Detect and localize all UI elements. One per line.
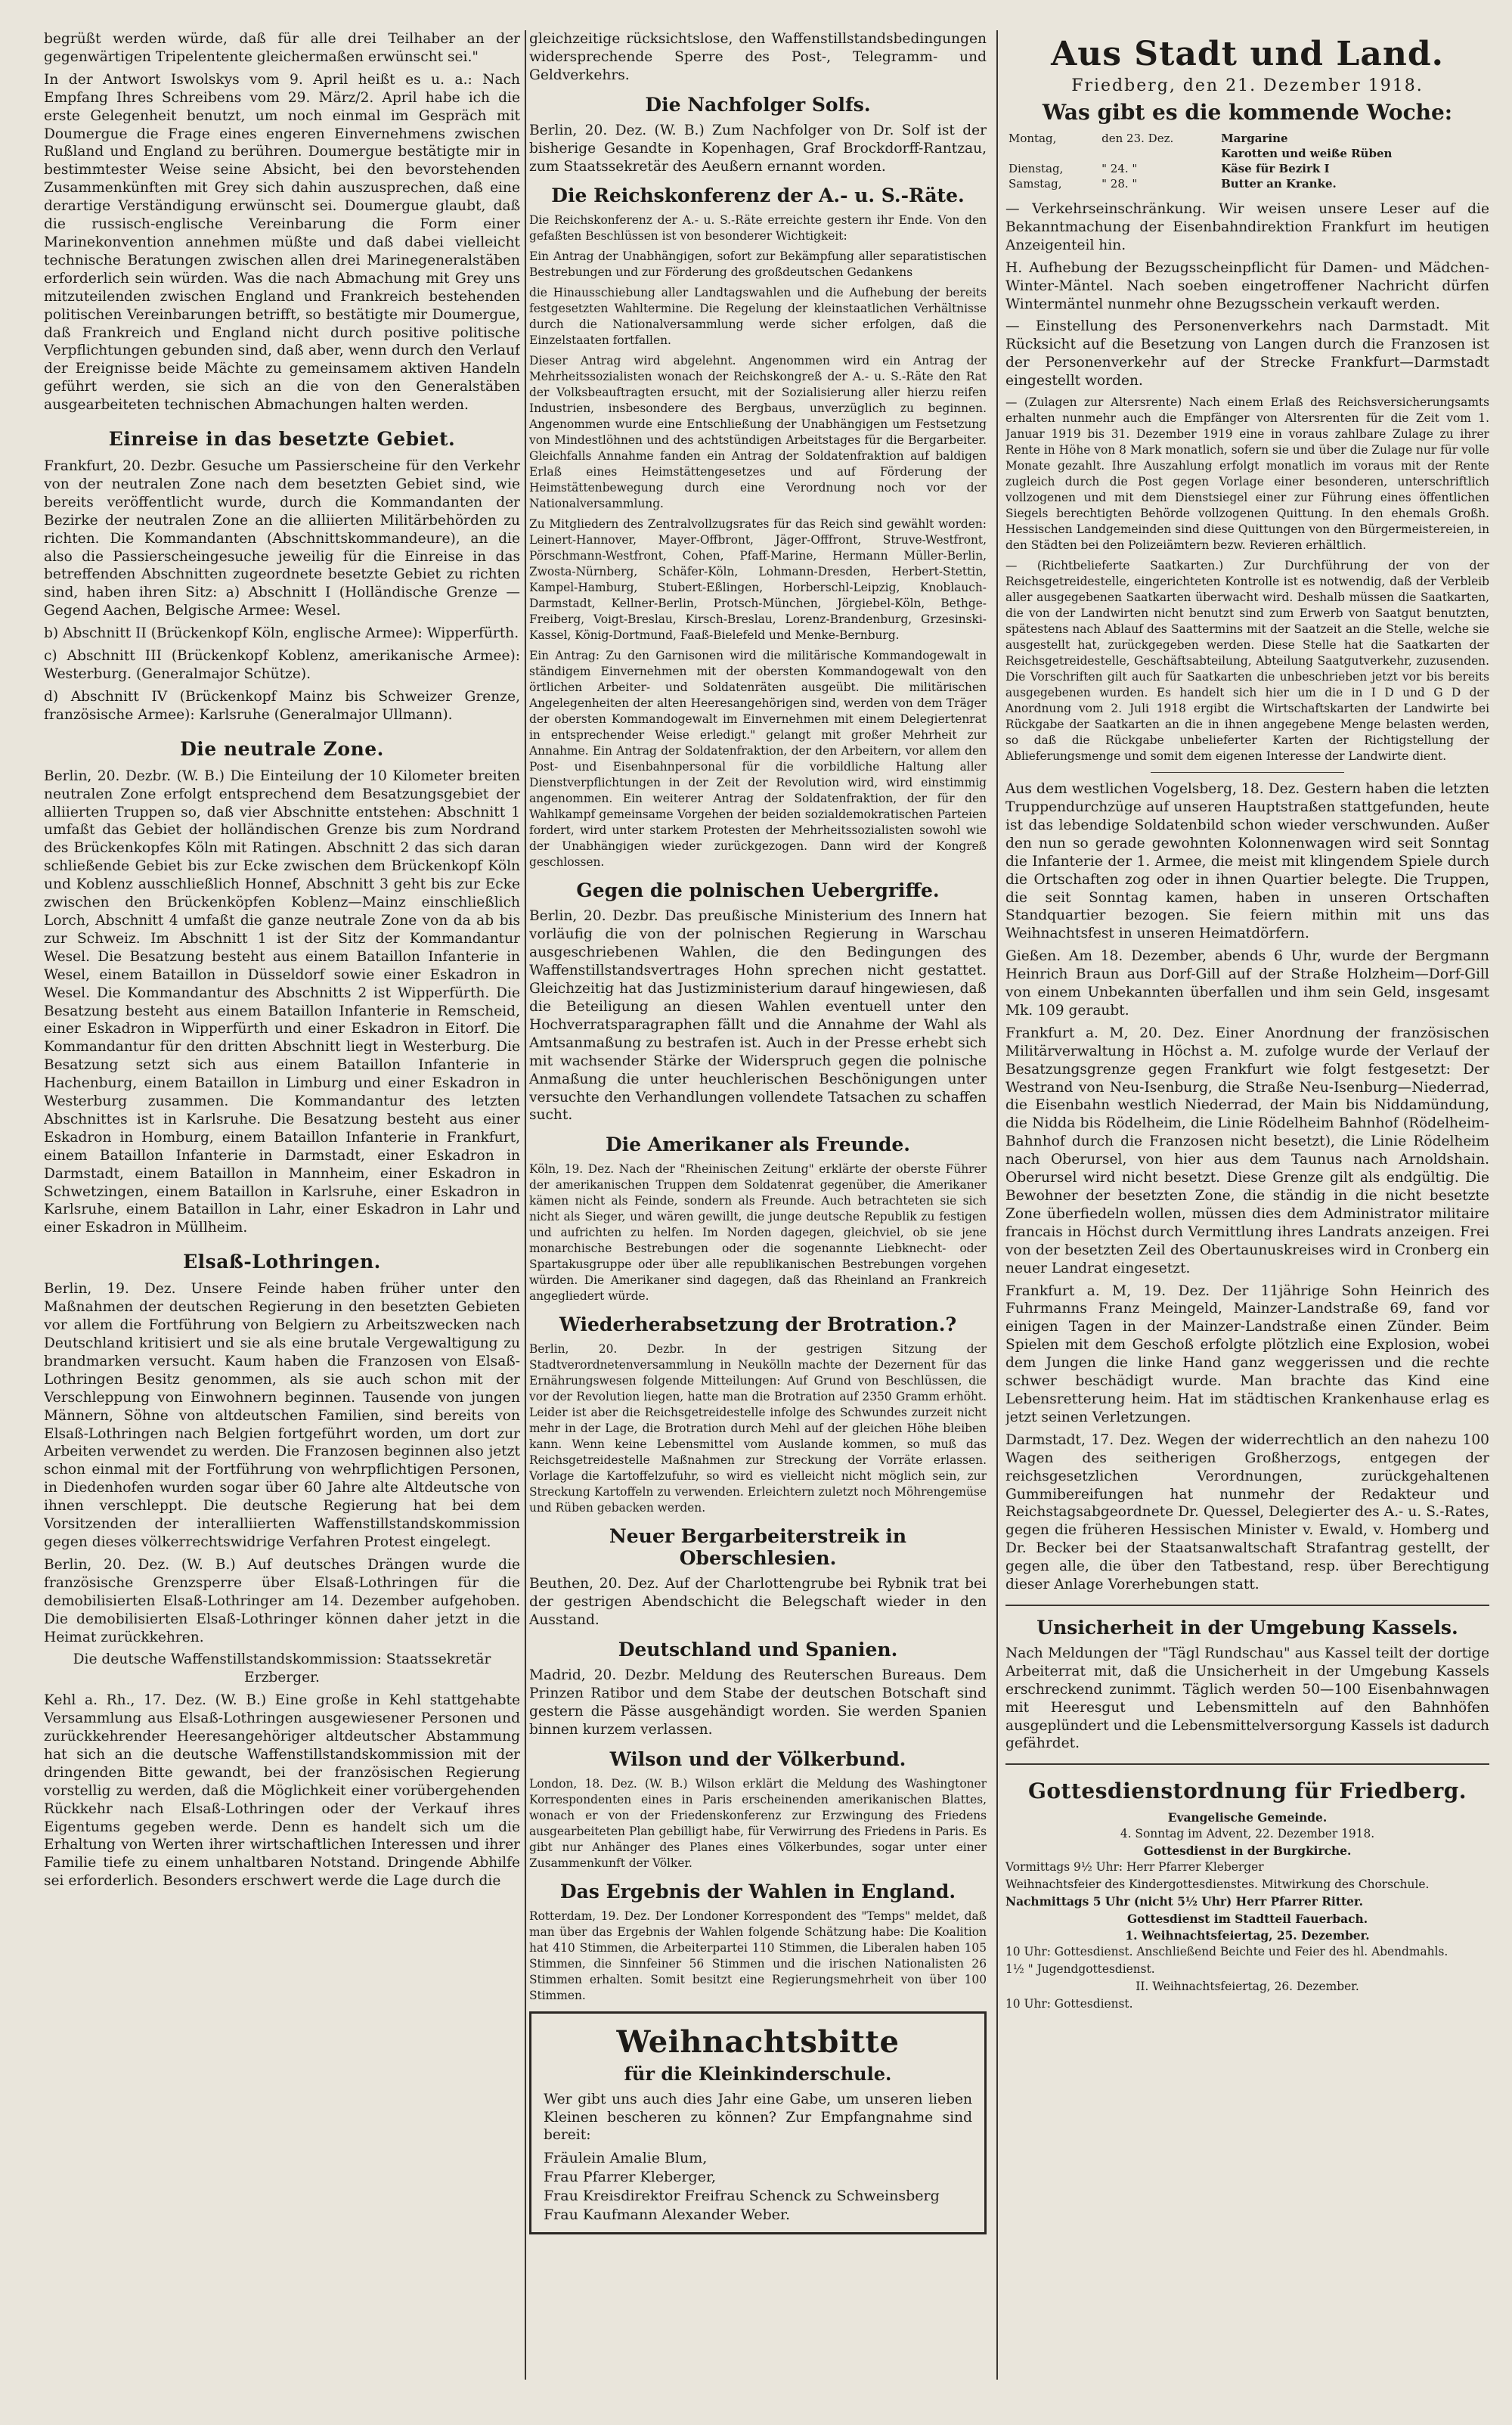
table-cell: den 23. Dez. (1101, 132, 1174, 145)
table-row (1005, 176, 1489, 191)
article-title: Unsicherheit in der Umgebung Kassels. (1036, 1616, 1458, 1639)
table-cell: Montag, (1009, 132, 1057, 145)
dateline: Friedberg, den 21. Dezember 1918. (1071, 76, 1424, 95)
table-cell: Butter an Kranke. (1221, 177, 1337, 191)
appeal-signature: Frau Kreisdirektor Freifrau Schenck zu Schweinsberg (544, 2188, 940, 2205)
article-title: Einreise in das besetzte Gebiet. (108, 428, 456, 451)
paragraph: In der Antwort Iswolskys vom 9. April heißt es u. a.: Nach Empfang Ihres Schreibens vom 29. März/2. April habe ich die erste Gelegenheit benutzt, um noch einmal im Gespräch mit Doumergue die Frage eines engeren Einvernehmens zwischen Rußland und England zu berühren. Doumergue bestätigte mir in bestimmtester Weise seine Absicht, bei den bevorstehenden Zusammenkünften mit Grey sich dahin auszusprechen, daß eine derartige Verständigung erwünscht sei. Doumergue glaubt, daß die russisch-englische Vereinbarung die Form einer Marinekonvention annehmen müßte und daß dabei vielleicht technische Beratungen zwischen allen drei Marinegeneralstäben erforderlich sein würden. Was die nach Abmachung mit Grey uns mitzuteilenden zwischen England und Frankreich bestehenden politischen Vereinbarungen betrifft, so bestätigte mir Doumergue, daß Frankreich und England nicht durch positive politische Verpflichtungen gebunden sind, daß aber, wenn durch den Verlauf der Ereignisse beide Mächte zu gemeinsamem aktiven Handeln geführt werden, sie sich an die von den Generalstäben ausgearbeiteten technischen Abmachungen halten werden. (44, 71, 520, 414)
paragraph: Nach Meldungen der "Tägl Rundschau" aus Kassel teilt der dortige Arbeiterrat mit, daß die Unsicherheit in der Umgebung Kassels erschreckend zunimmt. Täglich werden 50—100 Eisenbahnwagen mit Heeresgut und Lebensmitteln auf den Bahnhöfen ausgeplündert und die Lebensmittelversorgung Kassels ist dadurch gefährdet. (1005, 1645, 1489, 1752)
article-title: Elsaß-Lothringen. (183, 1251, 381, 1273)
service-line: 1½ " Jugendgottesdienst. (1005, 1962, 1155, 1977)
service-heading: 1. Weihnachtsfeiertag, 25. Dezember. (1125, 1929, 1370, 1943)
paragraph: Frankfurt a. M, 19. Dez. Der 11jährige Sohn Heinrich des Fuhrmanns Franz Meingeld, Mainzer-Landstraße 69, fand vor einigen Tagen in der Mainzer-Landstraße einen Zünder. Beim Spielen mit dem Geschoß erfolgte plötzlich eine Explosion, wobei dem Jungen die linke Hand ganz weggerissen und die rechte schwer beschädigt wurde. Man brachte das Kind eine Lebensretterung heim. Hat im städtischen Krankenhause erlag es jetzt seinen Verletzungen. (1005, 1282, 1489, 1425)
column-2 (529, 30, 987, 2410)
paragraph: Die deutsche Waffenstillstandskommission: Staatssekretär Erzberger. (73, 1651, 491, 1686)
divider (1005, 1605, 1489, 1606)
service-date: 4. Sonntag im Advent, 22. Dezember 1918. (1120, 1827, 1375, 1841)
paragraph: gleichzeitige rücksichtslose, den Waffenstillstandsbedingungen widersprechende Sperre des Post-, Telegramm- und Geldverkehrs. (529, 31, 987, 83)
appeal-text: Wer gibt uns auch dies Jahr eine Gabe, um unseren lieben Kleinen bescheren zu können? Zur Empfangnahme sind bereit: (544, 2091, 972, 2144)
table-cell: Margarine (1221, 132, 1288, 145)
article-title: Neuer Bergarbeiterstreik in Oberschlesien. (609, 1525, 907, 1570)
appeal-subtitle: für die Kleinkinderschule. (624, 2062, 892, 2085)
paragraph: Aus dem westlichen Vogelsberg, 18. Dez. Gestern haben die letzten Truppendurchzüge auf unseren Hauptstraßen stattgefunden, heute ist das lebendige Soldatenbild schon wieder verschwunden. Außer den nun so gerade gewohnten Kolonnenwagen wird seit Sonntag die Infanterie der 1. Armee, die meist mit klingendem Spiele durch die Ortschaften zog oder in ihnen Quartier belegte. Die Truppen, die seit Sonntag kamen, haben in unseren Ortschaften Standquartier bezogen. Sie feiern mithin mit uns das Weihnachtsfest in unseren Heimatdörfern. (1005, 781, 1489, 942)
service-title: Gottesdienstordnung für Friedberg. (1027, 1778, 1467, 1804)
article-title: Die Reichskonferenz der A.- u. S.-Räte. (551, 185, 965, 207)
article-title: Die Amerikaner als Freunde. (606, 1133, 910, 1156)
service-heading: Gottesdienst in der Burgkirche. (1143, 1844, 1352, 1859)
appeal-signature: Frau Kaufmann Alexander Weber. (544, 2206, 791, 2224)
service-line: 10 Uhr: Gottesdienst. (1005, 1997, 1133, 2011)
table-cell: Käse für Bezirk I (1221, 162, 1330, 175)
service-church: Evangelische Gemeinde. (1167, 1811, 1328, 1825)
paragraph: — Einstellung des Personenverkehrs nach Darmstadt. Mit Rücksicht auf die Besetzung von Langen durch die Franzosen ist der Personenverkehr auf der Strecke Frankfurt—Darmstadt eingestellt worden. (1005, 318, 1489, 389)
church-service-schedule (1005, 1778, 1489, 2011)
service-line: Nachmittags 5 Uhr (nicht 5½ Uhr) Herr Pfarrer Ritter. (1005, 1895, 1363, 1909)
service-line: II. Weihnachtsfeiertag, 26. Dezember. (1136, 1980, 1359, 1994)
ration-table (1005, 131, 1489, 191)
paragraph: Madrid, 20. Dezbr. Meldung des Reuterschen Bureaus. Dem Prinzen Ratibor und dem Stabe der deutschen Botschaft sind gestern die Pässe ausgehändigt worden. Sie werden Spanien binnen kurzem verlassen. (529, 1667, 987, 1738)
paragraph: Berlin, 20. Dezbr. (W. B.) Die Einteilung der 10 Kilometer breiten neutralen Zone erfolgt entsprechend dem Besatzungsgebiet der alliierten Truppen so, daß vier Abschnitte entstehen: Abschnitt 1 umfaßt das Gebiet der holländischen Grenze bis zum Nordrand des Brückenkopfes Köln mit Ratingen. Abschnitt 2 das sich daran schließende Gebiet bis zur Ecke zwischen dem Brückenkopf Köln und Koblenz ausschließlich Honnef, Abschnitt 3 geht bis zur Ecke zwischen den Brückenköpfen Koblenz—Mainz einschließlich Lorch, Abschnitt 4 umfaßt die ganze neutrale Zone von da ab bis zur Schweiz. Im Abschnitt 1 ist der Sitz der Kommandantur Wesel. Die Besatzung besteht aus einem Bataillon Infanterie in Wesel, einem Bataillon in Düsseldorf sowie einer Eskadron in Wesel. Die Kommandantur des Abschnitts 2 ist Wipperfürth. Die Besatzung besteht aus einem Bataillon Infanterie in Remscheid, einer Eskadron in Wipperfürth und einer Eskadron in Eitorf. Die Kommandantur für den dritten Abschnitt liegt in Westerburg. Die Besatzung setzt sich aus einem Bataillon Infanterie in Hachenburg, einem Bataillon in Limburg und einer Eskadron in Westerburg zusammen. Die Kommandantur des letzten Abschnittes ist in Karlsruhe. Die Besatzung besteht aus einer Eskadron in Homburg, einem Bataillon Infanterie in Frankfurt, einem Bataillon Infanterie in Darmstadt, einer Eskadron in Darmstadt, einem Bataillon in Mannheim, einer Eskadron in Schwetzingen, einem Bataillon in Karlsruhe, einer Eskadron in Karlsruhe, einem Bataillon in Lahr, einer Eskadron in Lahr und einer Eskadron in Müllheim. (44, 768, 520, 1236)
paragraph: Die Reichskonferenz der A.- u. S.-Räte erreichte gestern ihr Ende. Von den gefaßten Beschlüssen ist von besonderer Wichtigkeit: (529, 213, 987, 243)
article-title: Wilson und der Völkerbund. (609, 1747, 906, 1770)
paragraph: Zu Mitgliedern des Zentralvollzugsrates für das Reich sind gewählt worden: Leinert-Hannover, Mayer-Offbront, Jäger-Offfront, Struve-Westfront, Pörschmann-Westfront, Cohen, Pfaff-Marine, Hermann Müller-Berlin, Zwosta-Nürnberg, Schäfer-Köln, Lohmann-Dresden, Herbert-Stettin, Kampel-Hamburg, Stubert-Eßlingen, Horberschl-Leipzig, Knoblauch-Darmstadt, Kellner-Berlin, Protsch-München, Jörgiebel-Köln, Bethge-Freiberg, Voigt-Breslau, Kirsch-Breslau, Lorenz-Brandenburg, Grzesinski-Kassel, König-Dortmund, Faaß-Bielefeld und Menke-Bernburg. (529, 517, 987, 643)
divider (1005, 1763, 1489, 1765)
paragraph: London, 18. Dez. (W. B.) Wilson erklärt die Meldung des Washingtoner Korrespondenten eines in Paris erscheinenden amerikanischen Blattes, wonach er von der Friedenskonferenz zur Erzwingung des Friedens ausgearbeiteten Plan gebilligt habe, für Verwirrung des Friedens in Paris. Es gibt nur Anhänger des Planes eines Völkerbundes, sogar unter einer Zusammenkunft der Völker. (529, 1776, 987, 1870)
paragraph: Darmstadt, 17. Dez. Wegen der widerrechtlich an den nahezu 100 Wagen des seitherigen Großherzogs, entgegen der reichsgesetzlichen Verordnungen, zurückgehaltenen Gummibereifungen hat nunmehr der Redakteur und Reichstagsabgeordnete Dr. Quessel, Delegierter des A.- u. S.-Rates, gegen die früheren Hessischen Minister v. Ewald, v. Homberg und Dr. Becker bei der Staatsanwaltschaft Strafantrag gestellt, der gegen alle, die über den Tatbestand, resp. über Berechtigung dieser Anlage Vorerhebungen statt. (1005, 1431, 1489, 1593)
article-title: Die neutrale Zone. (180, 737, 384, 760)
table-cell (1005, 146, 1098, 161)
paragraph: Ein Antrag: Zu den Garnisonen wird die militärische Kommandogewalt in ständigem Einvernehmen mit der obersten Kommandogewalt von den örtlichen Arbeiter- und Soldatenräten ausgeübt. Die militärischen Angelegenheiten der alten Heeresangehörigen sind, werden von dem Träger der obersten Kommandogewalt im Einvernehmen mit einem Delegiertenrat in entsprechender Weise erledigt." gelangt mit großer Mehrheit zur Annahme. Ein Antrag der Soldatenfraktion, der den Arbeitern, vor allem den Post- und Eisenbahnpersonal für die vorbildliche Haltung aller Dienstverpflichtungen in der Zeit der Revolution wird, wird einstimmig angenommen. Ein weiterer Antrag der Soldatenfraktion, der für den Wahlkampf gemeinsame Vorgehen der beiden sozialdemokratischen Parteien fordert, wird unter starkem Protesten der Mehrheitssozialisten sowohl wie der Unabhängigen wieder zurückgezogen. Dann wird der Kongreß geschlossen. (529, 649, 987, 870)
paragraph: Beuthen, 20. Dez. Auf der Charlottengrube bei Rybnik trat bei der gestrigen Abendschicht die Belegschaft wieder in den Ausstand. (529, 1576, 987, 1629)
column-1 (44, 30, 520, 2410)
article-title: Gegen die polnischen Uebergriffe. (576, 879, 940, 902)
paragraph: Frankfurt, 20. Dezbr. Gesuche um Passierscheine für den Verkehr von der neutralen Zone nach dem besetzten Gebiet sind, wie bereits veröffentlicht wurde, durch die Kommandanten der Bezirke der neutralen Zone an die alliierten Militärbehörden zu richten. Die Kommandanten (Abschnittskommandeure), an die also die Passierscheingesuche jeweilig für die Einreise in das betreffenden Abschnitten zugeordnete besetzte Gebiet zu richten sind, haben ihren Sitz: a) Abschnitt I (Holländische Grenze — Gegend Aachen, Belgische Armee: Wesel. (44, 458, 520, 619)
service-line: Weihnachtsfeier des Kindergottesdienstes. Mitwirkung des Chorschule. (1005, 1878, 1430, 1892)
column-3 (1005, 30, 1489, 2410)
paragraph: Berlin, 20. Dezbr. Das preußische Ministerium des Innern hat vorläufig die von der polnischen Regierung in Warschau ausgeschriebenen Wahlen, die den Bedingungen des Waffenstillstandsvertrages Hohn sprechen nicht gestattet. Gleichzeitig hat das Justizministerium darauf hingewiesen, daß die Beteiligung an diesen Wahlen eventuell unter den Hochverratsparagraphen fällt und die Annahme der Wahl als Amtsanmaßung zu bestrafen ist. Auch in der Presse erhebt sich mit wachsender Stärke der Widerspruch gegen die polnische Anmaßung die unter heuchlerischen Beschönigungen unter versuchte den Verhandlungen vollendete Tatsachen zu schaffen sucht. (529, 908, 987, 1124)
service-heading: Gottesdienst im Stadtteil Fauerbach. (1126, 1912, 1368, 1927)
table-cell: Karotten und weiße Rüben (1221, 147, 1393, 160)
paragraph: — (Richtbelieferte Saatkarten.) Zur Durchführung der von der Reichsgetreidestelle, eingerichteten Kontrolle ist es notwendig, daß der Verbleib aller ausgegebenen Saatkarten überwacht wird. Deshalb müssen die Saatkarten, die von der Landwirten nicht benutzt sind zum Erwerb von Saatgut benutzten, spätestens nach Ablauf des Saattermins mit der Saatzeit an die Stelle, welche sie ausgestellt hat, zurückgegeben werden. Diese Stelle hat die Saatkarten der Reichsgetreidestelle, Geschäftsabteilung, Abteilung Saatgutverkehr, zuzusenden. Die Vorschriften gilt auch für Saatkarten die unbeschrieben jetzt vor bis bereits ausgegebenen wurden. Es handelt sich hier um die in I D und G D der Anordnung vom 2. Juli 1918 ergibt die Wirtschaftskarten der Landwirte bei Rückgabe der Saatkarten an die in ihnen angegebene Menge belasten werden, so daß die Rückgabe unbelieferter Karten der Richtigstellung der Ablieferungsmenge und somit dem eigenen Interesse der Landwirte dient. (1005, 559, 1489, 764)
table-row (1005, 131, 1489, 146)
paragraph: die Hinausschiebung aller Landtagswahlen und die Aufhebung der bereits festgesetzten Wahltermine. Die Regelung der kleinstaatlichen Verhältnisse durch die Nationalversammlung werde sicher erfolgen, daß die Einzelstaaten fortfallen. (529, 286, 987, 348)
paragraph: Berlin, 20. Dez. (W. B.) Auf deutsches Drängen wurde die französische Grenzsperre über Elsaß-Lothringen für die demobilisierten Elsaß-Lothringer am 14. Dezember aufgehoben. Die demobilisierten Elsaß-Lothringer können daher jetzt in die Heimat zurückkehren. (44, 1556, 520, 1645)
table-cell (1098, 146, 1218, 161)
article-body (529, 212, 987, 870)
paragraph: Köln, 19. Dez. Nach der "Rheinischen Zeitung" erklärte der oberste Führer der amerikanischen Truppen dem Soldatenrat gegenüber, die Amerikaner kämen nicht als Feinde, sondern als Freunde. Auch betrachteten sie sich nicht als Sieger, und wären gewillt, die junge deutsche Republik zu festigen und aufrichten zu helfen. Im Norden dagegen, gleichviel, ob sie jene monarchische Bestrebungen oder die sogenannte Liebknecht- oder Spartakusgruppe oder über alle republikanischen Bestrebungen vorgehen würden. Die Amerikaner sind dagegen, daß das Rheinland an Frankreich angegliedert würde. (529, 1162, 987, 1304)
article-title: Wiederherabsetzung der Brotration.? (559, 1313, 957, 1336)
appeal-signature: Fräulein Amalie Blum, (544, 2150, 708, 2167)
table-cell: " 24. " (1101, 162, 1138, 175)
paragraph: Ein Antrag der Unabhängigen, sofort zur Bekämpfung aller separatistischen Bestrebungen und zur Förderung des großdeutschen Gedankens (529, 250, 987, 280)
paragraph: — Verkehrseinschränkung. Wir weisen unsere Leser auf die Bekanntmachung der Eisenbahndirektion Frankfurt im heutigen Anzeigenteil hin. (1005, 201, 1489, 253)
christmas-appeal-box (529, 2011, 987, 2235)
section-masthead: Aus Stadt und Land. (1051, 35, 1444, 73)
table-row (1005, 146, 1489, 161)
service-line: Vormittags 9½ Uhr: Herr Pfarrer Kleberger (1005, 1860, 1264, 1875)
week-title: Was gibt es die kommende Woche: (1042, 100, 1453, 125)
paragraph: Kehl a. Rh., 17. Dez. (W. B.) Eine große in Kehl stattgehabte Versammlung aus Elsaß-Lothringen ausgewiesener Personen und zurückkehrender Heeresangehöriger altdeutscher Abstammung hat sich an die deutsche Waffenstillstandskommission mit der dringenden Bitte gewandt, bei der französischen Regierung vorstellig zu werden, daß die Möglichkeit einer vorübergehenden Rückkehr nach Elsaß-Lothringen oder der Verkauf ihres Eigentums gegeben werde. Denn es handelt sich um die Erhaltung von Werten ihrer wirtschaftlichen Interessen und ihrer Familie tiefe zu einem unhaltbaren Notstand. Dringende Abhilfe sei erforderlich. Besonders erschwert werde die Lage durch die (44, 1692, 520, 1890)
paragraph: Berlin, 20. Dezbr. In der gestrigen Sitzung der Stadtverordnetenversammlung in Neukölln machte der Dezernent für das Ernährungswesen folgende Mitteilungen: Auf Grund von Beschlüssen, die vor der Revolution liegen, hatte man die Brotration auf 2350 Gramm erhöht. Leider ist aber die Reichsgetreidestelle infolge des Schwundes zurzeit nicht mehr in der Lage, die Brotration durch Mehl auf der gleichen Höhe bleiben kann. Wenn keine Lebensmittel vom Auslande kommen, so muß das Reichsgetreidestelle Maßnahmen zur Streckung der Vorräte erlassen. Vorlage die Kartoffelzufuhr, so wird es vielleicht nicht möglich sein, zur Streckung Kartoffeln zu verwenden. Erleichtern zuletzt noch Möhrengemüse und Rüben gebacken werden. (529, 1342, 987, 1515)
paragraph: d) Abschnitt IV (Brückenkopf Mainz bis Schweizer Grenze, französische Armee): Karlsruhe (Generalmajor Ullmann). (44, 688, 520, 723)
paragraph: Dieser Antrag wird abgelehnt. Angenommen wird ein Antrag der Mehrheitssozialisten wonach der Reichskongreß der A.- u. S.-Räte den Rat der Volksbeauftragten ersucht, mit der Sozialisierung aller hierzu reifen Industrien, insbesondere des Bergbaus, unverzüglich zu beginnen. Angenommen wurde eine Entschließung der Unabhängigen um Festsetzung von Mindestlöhnen und des achtstündigen Arbeitstages für die Bergarbeiter. Gleichfalls Annahme fanden ein Antrag der Soldatenfraktion auf baldigen Erlaß eines Heimstättengesetzes und auf Förderung der Heimstättenbewegung durch eine Verordnung noch vor der Nationalversammlung. (529, 354, 987, 511)
table-row (1005, 161, 1489, 176)
table-cell: " 28. " (1101, 177, 1138, 191)
paragraph: Berlin, 19. Dez. Unsere Feinde haben früher unter den Maßnahmen der deutschen Regierung in den besetzten Gebieten vor allem die Fortführung von Belgiern zu Arbeitszwecken nach Deutschland kritisiert und sie als eine brutale Vergewaltigung zu brandmarken versucht. Kaum haben die Franzosen von Elsaß-Lothringen Besitz genommen, als sie auch schon mit der Verschleppung von Einwohnern beginnen. Tausende von jungen Männern, Söhne von altdeutschen Familien, sind bereits von Elsaß-Lothringen nach Belgien fortgeführt worden, um dort zur Arbeiten verwendet zu werden. Die Franzosen beginnen also jetzt schon einmal mit der Fortführung von wehrpflichtigen Personen, in Diedenhofen wurden sogar über 60 Jahre alte Altdeutsche von ihnen verschleppt. Die deutsche Regierung hat bei dem Vorsitzenden der interalliierten Waffenstillstandskommission gegen dieses völkerrechtswidrige Verfahren Protest eingelegt. (44, 1281, 520, 1550)
article-title: Das Ergebnis der Wahlen in England. (559, 1880, 956, 1902)
article-title: Die Nachfolger Solfs. (645, 93, 871, 116)
paragraph: c) Abschnitt III (Brückenkopf Koblenz, amerikanische Armee): Westerburg. (Generalmajor Schütze). (44, 648, 520, 682)
paragraph: begrüßt werden würde, daß für alle drei Teilhaber an der gegenwärtigen Tripelentente gleichermaßen erwünscht sei." (44, 31, 520, 65)
appeal-title: Weihnachtsbitte (616, 2023, 900, 2060)
paragraph: Frankfurt a. M, 20. Dez. Einer Anordnung der französischen Militärverwaltung in Höchst a. M. zufolge wurde der Verlauf der Besatzungsgrenze gegen Frankfurt wie folgt festgesetzt: Der Westrand von Neu-Isenburg, die Straße Neu-Isenburg—Niederrad, die Eisenbahn westlich Niederrad, der Main bis Niddamündung, die Nidda bis Rödelheim, die Linie Rödelheim Bahnhof (Rödelheim-Bahnhof durch die Franzosen nicht besetzt), die Linie Rödelheim nach Oberursel, von hier aus dem Taunus nach Arnoldshain. Oberursel wird nicht besetzt. Diese Grenze gilt als endgültig. Die Bewohner der besetzten Zone, die ständig in die nicht besetzte Zone überfiedeln wollen, müssen dies dem Administrator militaire francais in Höchst durch Vermittlung ihres Landrats anzeigen. Frei von der besetzten Zeil des Obertaunuskreises wird in Cronberg ein neuer Landrat eingesetzt. (1005, 1025, 1489, 1276)
table-cell: Dienstag, (1009, 162, 1064, 175)
paragraph: H. Aufhebung der Bezugsscheinpflicht für Damen- und Mädchen-Winter-Mäntel. Nach soeben eingetroffener Nachricht dürfen Wintermäntel nunmehr ohne Bezugsschein verkauft werden. (1005, 259, 1489, 312)
appeal-signature: Frau Pfarrer Kleberger, (544, 2169, 716, 2186)
divider (1151, 772, 1344, 773)
column-rule (996, 30, 998, 2380)
article-title: Deutschland und Spanien. (618, 1639, 898, 1661)
paragraph: Rotterdam, 19. Dez. Der Londoner Korrespondent des "Temps" meldet, daß man über das Ergebnis der Wahlen folgende Schätzung habe: Die Koalition hat 410 Stimmen, die Arbeiterpartei 110 Stimmen, die Liberalen haben 105 Stimmen, die Sinnfeiner 56 Stimmen und die irischen Nationalisten 26 Stimmen erhalten. Somit besitzt eine Regierungsmehrheit von über 100 Stimmen. (529, 1909, 987, 2002)
paragraph: — (Zulagen zur Altersrente) Nach einem Erlaß des Reichsversicherungsamts erhalten nunmehr auch die Empfänger von Altersrenten für die Zeit vom 1. Januar 1919 bis 31. Dezember 1919 eine in voraus zahlbare Zulage zu ihrer Rente in Höhe von 8 Mark monatlich, sofern sie und über die Zulage nur für volle Monate gezahlt. Ihre Auszahlung erfolgt monatlich im voraus mit der Rente zugleich durch die Post gegen Vorlage einer besonderen, unterschriftlich vollzogenen und mit dem Dienstsiegel einer zur Führung eines öffentlichen Siegels berechtigten Behörde vollzogenen Quittung. In den ehemals Großh. Hessischen Landgemeinden sind diese Quittungen von den Bürgermeistereien, in den Städten bei den Polizeiämtern bezw. Revieren erhältlich. (1005, 395, 1489, 553)
table-cell: Samstag, (1009, 177, 1062, 191)
paragraph: b) Abschnitt II (Brückenkopf Köln, englische Armee): Wipperfürth. (44, 625, 519, 642)
service-line: 10 Uhr: Gottesdienst. Anschließend Beichte und Feier des hl. Abendmahls. (1005, 1945, 1448, 1959)
column-rule (525, 30, 526, 2380)
paragraph: Berlin, 20. Dez. (W. B.) Zum Nachfolger von Dr. Solf ist der bisherige Gesandte in Kopenhagen, Graf Brockdorff-Rantzau, zum Staatssekretär des Aeußern ernannt worden. (529, 122, 987, 175)
paragraph: Gießen. Am 18. Dezember, abends 6 Uhr, wurde der Bergmann Heinrich Braun aus Dorf-Gill auf der Straße Holzheim—Dorf-Gill von einem Unbekannten überfallen und ihm sein Geld, insgesamt Mk. 109 geraubt. (1005, 948, 1489, 1019)
